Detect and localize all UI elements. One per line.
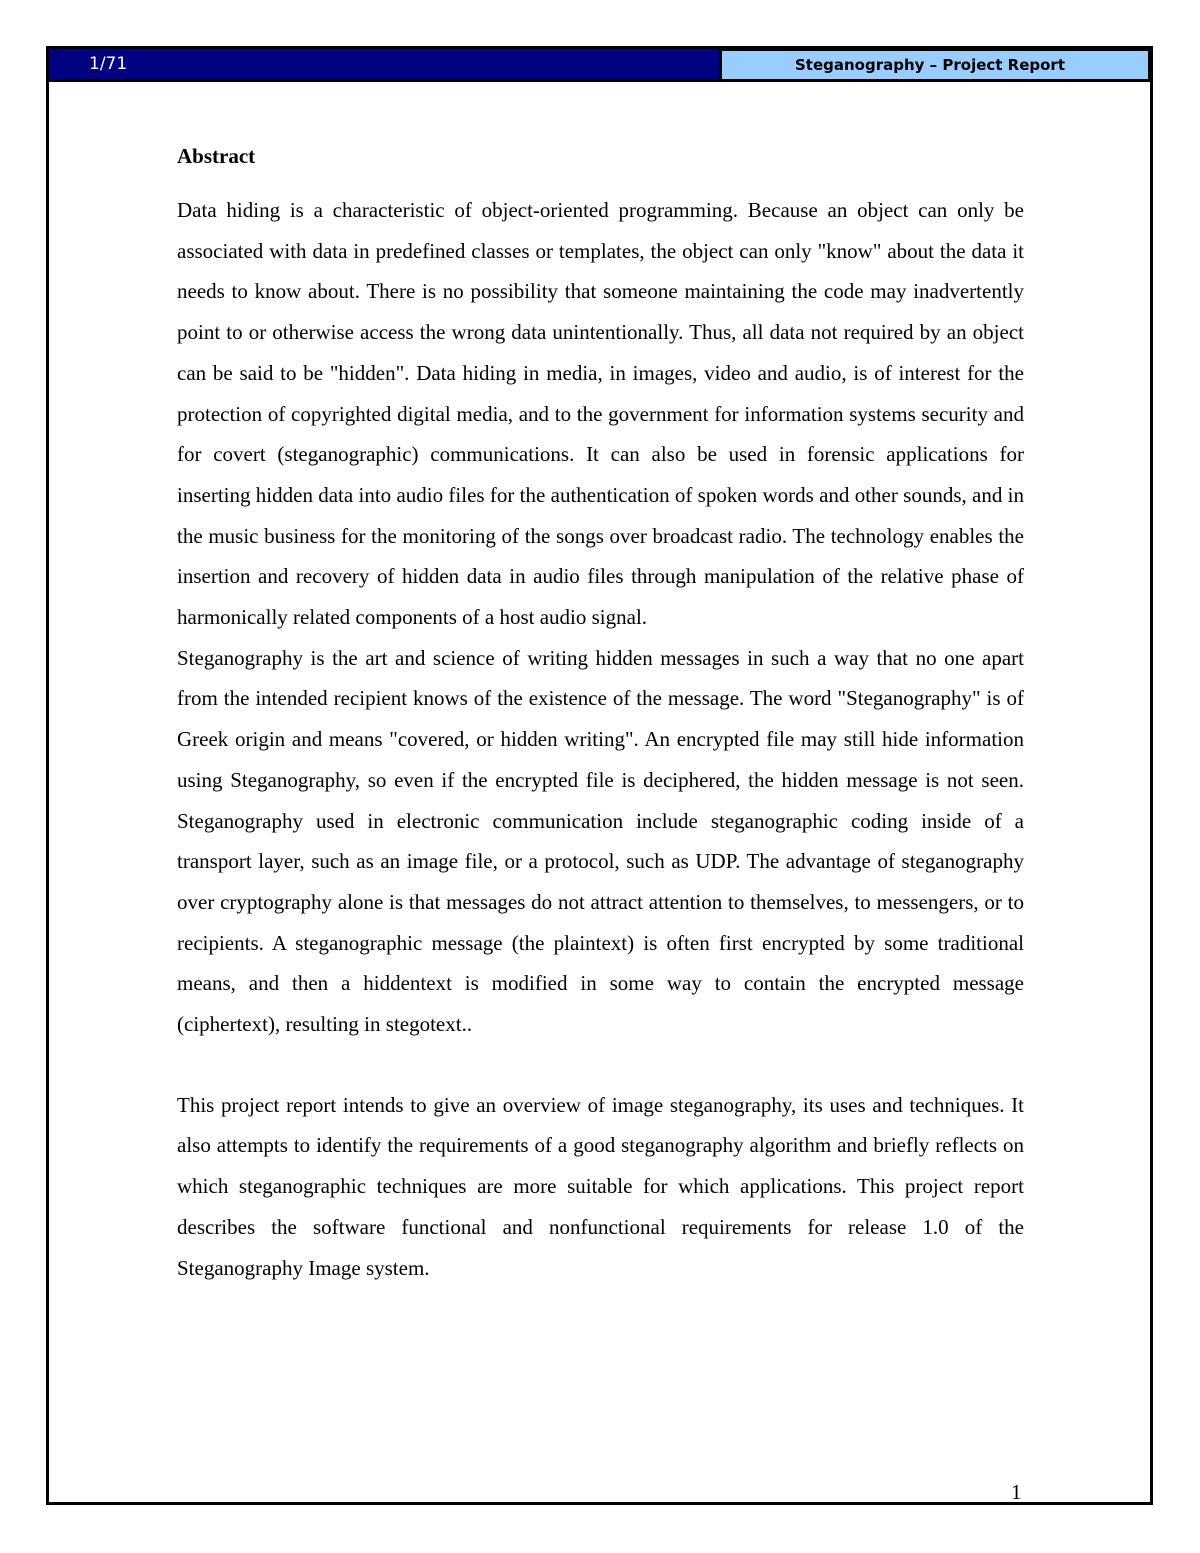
page-indicator: 1/71 bbox=[49, 49, 722, 79]
page-number: 1 bbox=[1011, 1480, 1022, 1504]
page-frame bbox=[46, 46, 1153, 1505]
page-content bbox=[177, 141, 1024, 1288]
header-bar bbox=[49, 49, 1150, 82]
paragraph-steganography-definition: Steganography is the art and science of writing hidden messages in such a way that no one apart from the intended recipient knows of the existence of the message. The word "Steganography" is of Greek origin and means "covered, or hidden writing". An encrypted file may still hide information using Steganography, so even if the encrypted file is deciphered, the hidden message is not seen. Steganography used in electronic communication include steganographic coding inside of a transport layer, such as an image file, or a protocol, such as UDP. The advantage of steganography over cryptography alone is that messages do not attract attention to themselves, to messengers, or to recipients. A steganographic message (the plaintext) is often first encrypted by some traditional means, and then a hiddentext is modified in some way to contain the encrypted message (ciphertext), resulting in stegotext.. bbox=[177, 645, 1024, 1037]
document-title: Steganography – Project Report bbox=[722, 49, 1150, 79]
paragraph-report-overview: This project report intends to give an overview of image steganography, its uses and techniques. It also attempts to identify the requirements of a good steganography algorithm and briefly reflects on which steganographic techniques are more suitable for which applications. This project report describes the software functional and nonfunctional requirements for release 1.0 of the Steganography Image system. bbox=[177, 1092, 1024, 1280]
section-title: Abstract bbox=[177, 144, 256, 168]
paragraph-data-hiding: Data hiding is a characteristic of object-oriented programming. Because an object can only be associated with data in predefined classes or templates, the object can only "know" about the data it needs to know about. There is no possibility that someone maintaining the code may inadvertently point to or otherwise access the wrong data unintentionally. Thus, all data not required by an object can be said to be "hidden". Data hiding in media, in images, video and audio, is of interest for the protection of copyrighted digital media, and to the government for information systems security and for covert (steganographic) communications. It can also be used in forensic applications for inserting hidden data into audio files for the authentication of spoken words and other sounds, and in the music business for the monitoring of the songs over broadcast radio. The technology enables the insertion and recovery of hidden data in audio files through manipulation of the relative phase of harmonically related components of a host audio signal. bbox=[177, 198, 1024, 630]
